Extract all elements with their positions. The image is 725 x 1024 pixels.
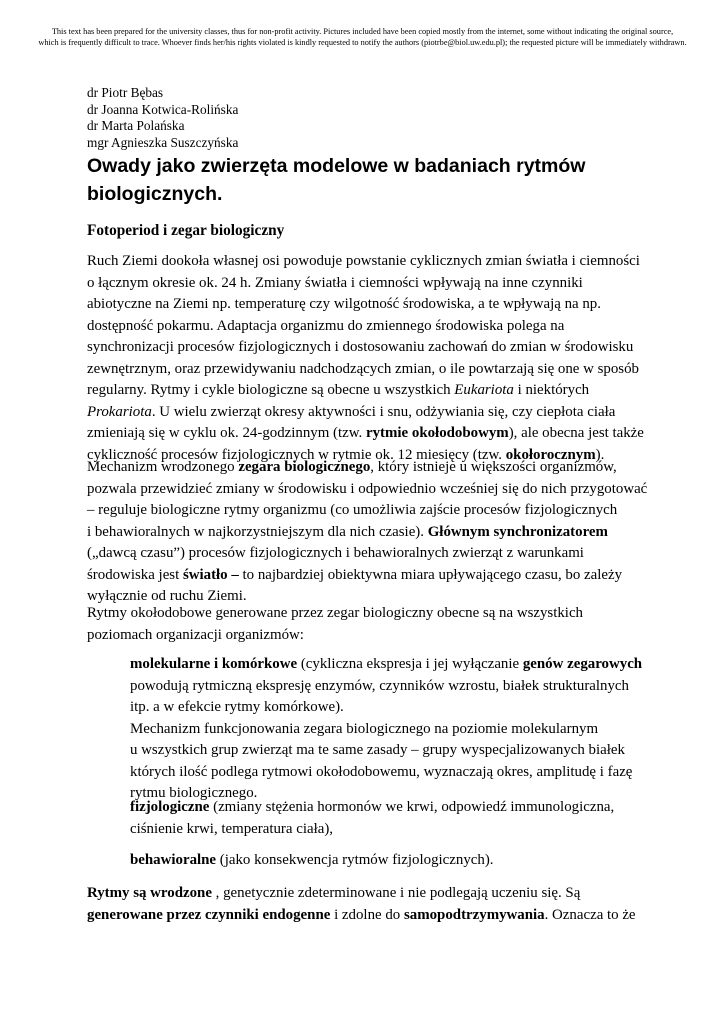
bold-term: fizjologiczne — [130, 799, 210, 815]
paragraph-innate-rhythms — [87, 883, 636, 926]
italic-term: Eukariota — [454, 382, 514, 398]
title-line: biologicznych. — [87, 183, 223, 205]
list-item-physiological — [130, 797, 614, 840]
text-line: o łącznym okresie ok. 24 h. Zmiany światła i ciemności wpływają na inne czynniki — [87, 274, 583, 291]
bold-term: molekularne i komórkowe — [130, 656, 298, 672]
copyright-notice — [0, 26, 725, 48]
text-line: u wszystkich grup zwierząt ma te same zasady – grupy wyspecjalizowanych białek — [130, 742, 625, 758]
notice-line: which is frequently difficult to trace. Whoever finds her/his rights violated is kindly requested to notify the authors (piotrbe@biol.uw.edu.pl); the requested picture will be immediately withdrawn. — [38, 38, 687, 47]
document-title — [87, 152, 687, 208]
text-run: (zmiany stężenia hormonów we krwi, odpowiedź immunologiczna, — [209, 799, 615, 815]
author-name: mgr Agnieszka Suszczyńska — [87, 134, 239, 150]
text-run: ). — [595, 446, 605, 463]
text-line — [87, 402, 644, 424]
paragraph-levels-intro — [87, 603, 583, 646]
text-line — [130, 797, 614, 819]
text-line: („dawcą czasu”) procesów fizjologicznych i behawioralnych zwierząt z warunkami — [87, 545, 584, 561]
bold-term: behawioralne — [130, 852, 217, 868]
paragraph-mechanism — [87, 457, 647, 608]
bold-term: zegara biologicznego — [238, 459, 371, 475]
text-run: ), ale obecna jest także — [508, 425, 644, 441]
text-line: rytmu biologicznego. — [130, 785, 258, 801]
text-line — [130, 850, 494, 872]
text-run: . U wielu zwierząt okresy aktywności i snu, odżywiania się, czy ciepłota ciała — [151, 403, 616, 420]
bold-term: rytmie okołodobowym — [366, 425, 509, 441]
text-run: i behawioralnych w najkorzystniejszym dla nich czasie). — [87, 523, 428, 540]
text-line: których ilość podlega rytmowi okołodobowemu, wyznaczają okres, amplitudę i fazę — [130, 763, 633, 780]
text-line: dostępność pokarmu. Adaptacja organizmu do zmiennego środowiska polega na — [87, 317, 565, 334]
text-line: synchronizacji procesów fizjologicznych i dostosowaniu zachowań do zmian w środowisku — [87, 339, 634, 355]
title-line: Owady jako zwierzęta modelowe w badaniach rytmów — [87, 155, 586, 177]
list-item-molecular — [130, 654, 642, 805]
bold-term: światło – — [182, 566, 239, 583]
author-name: dr Joanna Kotwica-Rolińska — [87, 101, 239, 117]
text-run: . Oznacza to że — [544, 906, 636, 923]
text-line: itp. a w efekcie rytmy komórkowe). — [130, 699, 344, 715]
bold-term: genów zegarowych — [522, 656, 643, 672]
text-line — [87, 883, 636, 905]
author-name: dr Piotr Bębas — [87, 85, 164, 100]
text-line — [87, 565, 647, 587]
paragraph-photoperiod — [87, 251, 644, 466]
text-line: Ruch Ziemi dookoła własnej osi powoduje powstanie cyklicznych zmian światła i ciemności — [87, 253, 640, 269]
text-run: to najbardziej obiektywna miara upływającego czasu, bo zależy — [238, 566, 623, 583]
italic-term: Prokariota — [87, 403, 152, 420]
text-line: poziomach organizacji organizmów: — [87, 626, 304, 643]
text-line — [87, 522, 647, 544]
bold-term: Rytmy są wrodzone — [87, 885, 212, 901]
section-heading: Fotoperiod i zegar biologiczny — [87, 222, 285, 239]
bold-term: okołorocznym — [505, 446, 596, 463]
notice-line: This text has been prepared for the university classes, thus for non-profit activity. Pictures included have been copied mostly from the internet, some without indicating the original source, — [51, 27, 674, 36]
text-line: powodują rytmiczną ekspresję enzymów, czynników wzrostu, białek strukturalnych — [130, 677, 629, 694]
text-line: – reguluje biologiczne rytmy organizmu (co umożliwia zajście procesów fizjologicznych — [87, 502, 618, 518]
list-item-behavioral — [130, 850, 494, 872]
text-line — [130, 654, 642, 676]
text-run: (jako konsekwencja rytmów fizjologicznych). — [216, 852, 494, 868]
text-run: i zdolne do — [330, 906, 404, 923]
text-line: Mechanizm funkcjonowania zegara biologicznego na poziomie molekularnym — [130, 720, 599, 737]
text-run: i niektórych — [513, 382, 590, 398]
text-run: zmieniają się w cyklu ok. 24-godzinnym (tzw. — [87, 425, 366, 441]
text-line — [87, 380, 644, 402]
text-run: środowiska jest — [87, 566, 183, 583]
text-line: zewnętrznym, oraz przewidywaniu nadchodzących zmian, o ile powtarzają się one w sposób — [87, 360, 639, 377]
text-run: , który istnieje u większości organizmów, — [370, 459, 617, 475]
bold-term: generowane przez czynniki endogenne — [87, 906, 331, 923]
text-line: wyłącznie od ruchu Ziemi. — [87, 588, 247, 604]
text-line: pozwala przewidzieć zmiany w środowisku i odpowiednio wcześniej się do nich przygotować — [87, 480, 648, 497]
text-run: Mechanizm wrodzonego — [87, 459, 239, 475]
text-line — [87, 423, 644, 445]
text-run: , genetycznie zdeterminowane i nie podlegają uczeniu się. Są — [211, 885, 581, 901]
text-line: abiotyczne na Ziemi np. temperaturę czy wilgotność środowiska, a te wpływają na np. — [87, 296, 601, 312]
author-name: dr Marta Polańska — [87, 118, 185, 133]
bold-term: Głównym synchronizatorem — [427, 523, 608, 540]
text-run: cykliczność procesów fizjologicznych w rytmie ok. 12 miesięcy (tzw. — [87, 446, 506, 463]
author-list — [87, 85, 238, 151]
bold-term: samopodtrzymywania — [403, 906, 545, 923]
text-line — [87, 457, 647, 479]
text-line: Rytmy okołodobowe generowane przez zegar biologiczny obecne są na wszystkich — [87, 605, 584, 621]
text-run: regularny. Rytmy i cykle biologiczne są obecne u wszystkich — [87, 382, 455, 398]
text-line: ciśnienie krwi, temperatura ciała), — [130, 820, 333, 837]
text-line — [87, 905, 636, 927]
text-run: (cykliczna ekspresja i jej wyłączanie — [297, 656, 523, 672]
